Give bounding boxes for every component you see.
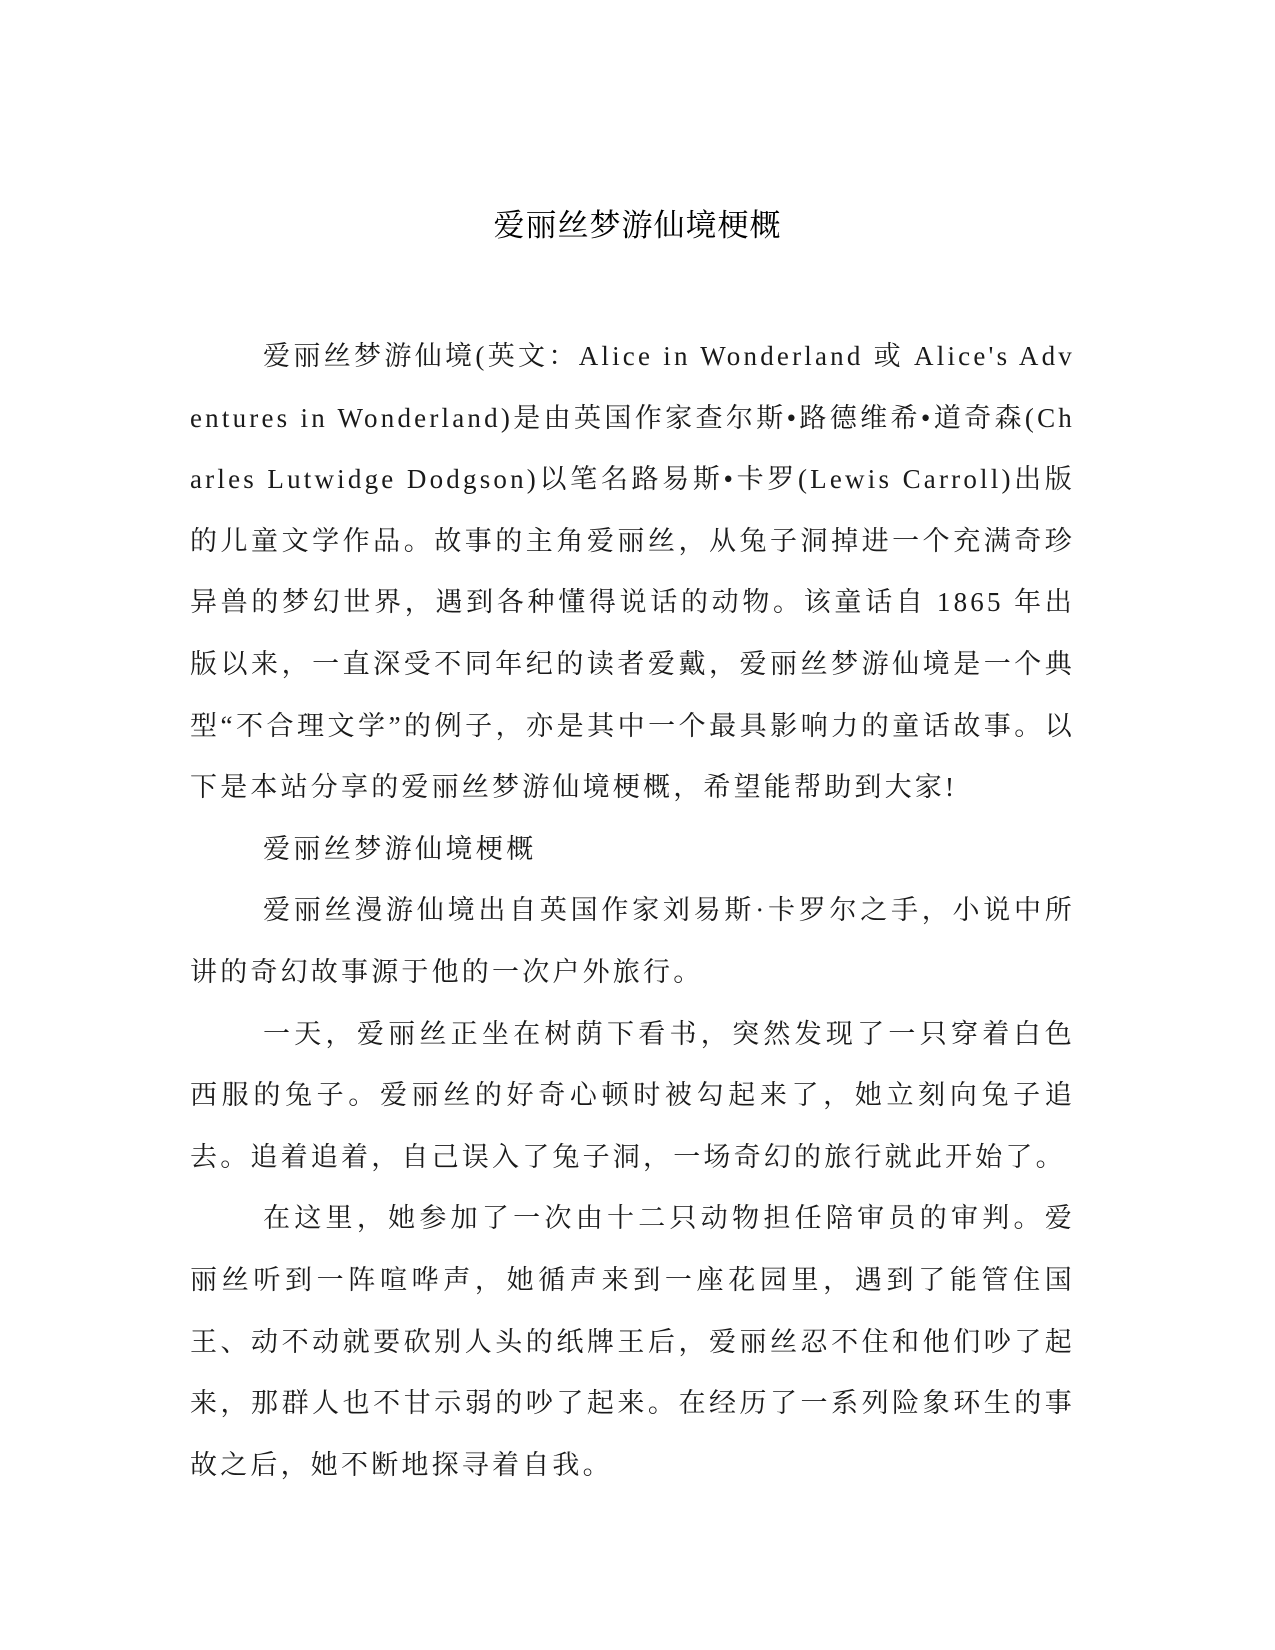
section-heading: 爱丽丝梦游仙境梗概: [263, 833, 537, 864]
intro-paragraph: 爱丽丝梦游仙境(英文：Alice in Wonderland 或 Alice's Adventures in Wonderland)是由英国作家查尔斯•路德维希•道奇森(Charles Lutwidge Dodgson)以笔名路易斯•卡罗(Lewis Carroll)出版的儿童文学作品。故事的主角爱丽丝，从兔子洞掉进一个充满奇珍异兽的梦幻世界，遇到各种懂得说话的动物。该童话自 1865 年出版以来，一直深受不同年纪的读者爱戴，爱丽丝梦游仙境是一个典型“不合理文学”的例子，亦是其中一个最具影响力的童话故事。以下是本站分享的爱丽丝梦游仙境梗概，希望能帮助到大家!: [190, 341, 1075, 803]
document-title: 爱丽丝梦游仙境梗概: [493, 208, 782, 244]
body-paragraph: 爱丽丝漫游仙境出自英国作家刘易斯·卡罗尔之手，小说中所讲的奇幻故事源于他的一次户外旅行。: [190, 895, 1075, 987]
document-body: [190, 326, 1075, 1496]
body-paragraph: 一天，爱丽丝正坐在树荫下看书，突然发现了一只穿着白色西服的兔子。爱丽丝的好奇心顿时被勾起来了，她立刻向兔子追去。追着追着，自己误入了兔子洞，一场奇幻的旅行就此开始了。: [190, 1018, 1075, 1172]
body-paragraph: 在这里，她参加了一次由十二只动物担任陪审员的审判。爱丽丝听到一阵喧哗声，她循声来到一座花园里，遇到了能管住国王、动不动就要砍别人头的纸牌王后，爱丽丝忍不住和他们吵了起来，那群人也不甘示弱的吵了起来。在经历了一系列险象环生的事故之后，她不断地探寻着自我。: [190, 1203, 1075, 1480]
